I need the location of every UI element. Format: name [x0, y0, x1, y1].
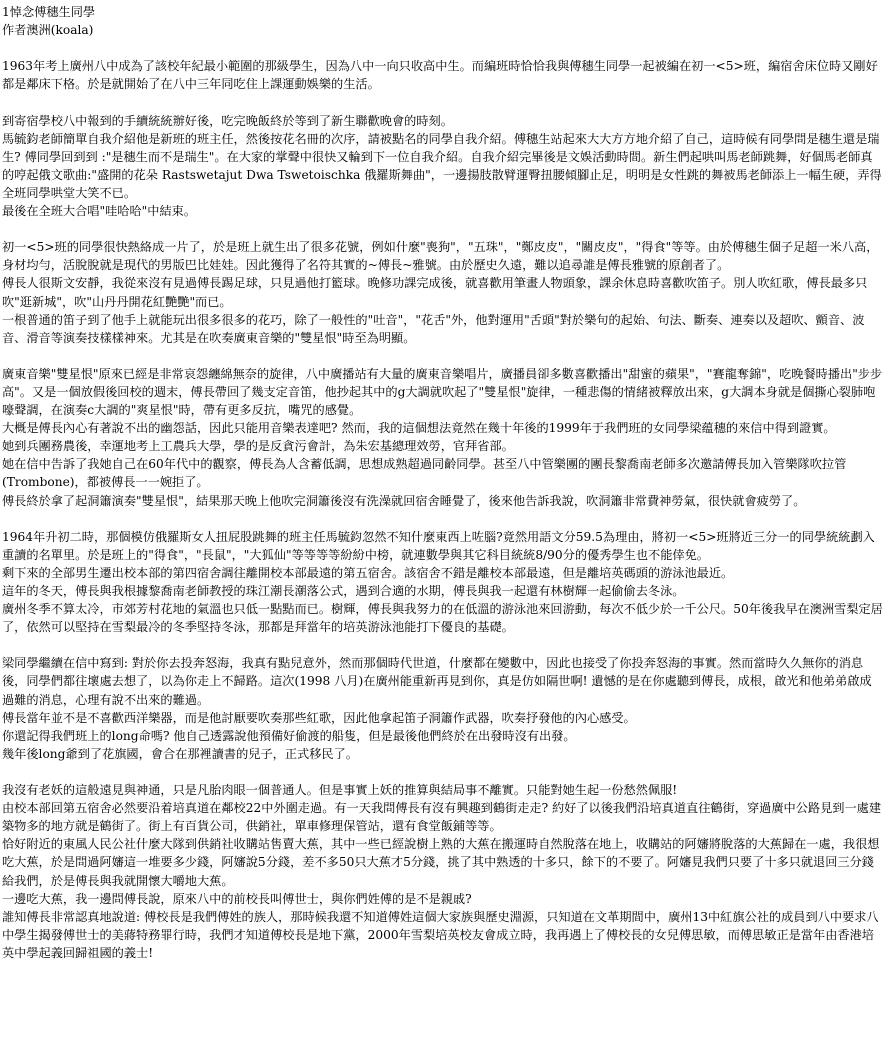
- paragraph-line: 你還記得我們班上的long命嗎? 他自己透露說他預備好偷渡的船隻，但是最後他們終於在出發時沒有出發。: [2, 728, 576, 743]
- paragraph-line: 大概是傅長內心有著說不出的幽怨話，因此只能用音樂表達吧? 然而，我的這個想法竟然在幾十年後的1999年于我們班的女同學梁蕴穗的來信中得到證實。: [2, 421, 836, 436]
- document-title: 1悼念傅穗生同學: [2, 5, 96, 19]
- paragraph-line: 最後在全班大合唱"哇哈哈"中結束。: [2, 204, 197, 219]
- paragraph-line: 初一<5>班的同學很快熱絡成一片了，於是班上就生出了很多花號，例如什麼"喪狗"，"五珠"，"鄭皮皮"，"關皮皮"，"得食"等等。由於傅穗生個子足超一米八高，身材均勻，活脫脫就是現代的男版巴比娃娃。因此獲得了名符其實的~傅長~雅號。由於歷史久遠，難以追尋誰是傅長雅號的原創者了。: [2, 240, 879, 273]
- paragraph-line: 1964年升初二時，那個模仿俄羅斯女人扭屁股跳舞的班主任馬毓鈞忽然不知什麼東西上咗腦?竟然用語文分59.5為理由，將初一<5>班將近三分一的同學統統劃入重讀的名單里。於是班上的"得食"，"長鼠"，"大狐仙"等等等等紛紛中榜，就連數學與其它科目統統8/90分的優秀學生也不能倖免。: [2, 529, 875, 562]
- paragraph: [2, 238, 883, 347]
- paragraph: [2, 112, 883, 221]
- document-body: [2, 57, 883, 962]
- document-author: 作者澳洲(koala): [2, 23, 94, 38]
- paragraph-line: 她到兵團務農後，幸運地考上工農兵大學，學的是反貪污會計，為朱宏基總理效勞，官拜省部。: [2, 439, 514, 454]
- paragraph-line: 馬毓鈞老師簡單自我介紹他是新班的班主任，然後按花名冊的次序，請被點名的同學自我介紹。傅穗生站起來大大方方地介紹了自己，這時候有同學問是穗生還是瑞生? 傅同學回到到 :"是穗生而不是瑞生"。在大家的掌聲中很快又輪到下一位自我介紹。自我介紹完畢後是文娛活動時間。新生們起哄叫馬老師跳舞，好個馬老師真的哼起俄文歌曲:"盛開的花朵 Rastswetajut Dwa Tswetoischka 俄羅斯舞曲"，一邊揚肢散臂運臀扭腰傾腳止足，明明是女性跳的舞被馬老師添上一幅生硬，弄得全班同學哄堂大笑不已。: [2, 131, 882, 200]
- paragraph: [2, 57, 883, 93]
- paragraph-line: 廣東音樂"雙星恨"原來已經是非常哀怨纏綿無奈的旋律，八中廣播站有大量的廣東音樂唱片，廣播員卻多數喜歡播出"甜蜜的蘋果"，"賽龍奪錦"，吃晚餐時播出"步步高"。又是一個放假後回校的週末，傅長帶回了幾支定音笛，他抄起其中的g大調就吹起了"雙星恨"旋律，一種悲傷的情緒被釋放出來，g大調本身就是個撕心裂肺咆嚎聲調，在演奏c大調的"爽星恨"時，帶有更多反抗，嘴咒的感覺。: [2, 366, 883, 418]
- paragraph-line: 傅長人很斯文安靜，我從來沒有見過傅長踢足球，只見過他打籃球。晚修功課完成後，就喜歡用筆畫人物頭象，課余休息時喜歡吹笛子。別人吹紅歌，傅長最多只吹"逛新城"，吹"山丹丹開花紅艷艷"而已。: [2, 276, 868, 309]
- paragraph-line: 梁同學繼續在信中寫到: 對於你去投奔怒海，我真有點兒意外，然而那個時代世道，什麼都在變數中，因此也接受了你投奔怒海的事實。然而當時久久無你的消息後，同學們都往壞處去想了，以為你走上不歸路。這次(1998 八月)在廣州能重新再見到你，真是仿如隔世啊! 遺憾的是在你處聽到傅長，成根，啟光和他弟弟啟成過難的消息，心理有說不出來的難過。: [2, 656, 872, 707]
- paragraph-line: 恰好附近的東風人民公社什麼大隊到供銷社收購站售賣大蕉，其中一些已經說樹上熟的大蕉在搬運時自然脫落在地上，收購站的阿嬸將脫落的大蕉歸在一處，我很想吃大蕉，於是問過阿嬸這一堆要多少錢，阿嬸說5分錢，差不多50只大蕉才5分錢，挑了其中熟透的十多只，餘下的不要了。阿嬸見我們只要了十多只就退回三分錢給我們，於是傅長與我就開懷大嚼地大蕉。: [2, 837, 880, 888]
- paragraph: [2, 654, 883, 763]
- paragraph-line: 幾年後long爺到了花旗國，會合在那裡讀書的兒子，正式移民了。: [2, 746, 358, 761]
- paragraph-line: 這年的冬天，傅長與我根據黎喬南老師教授的珠江潮長潮落公式，遇到合適的水期，傅長與我一起還有林樹輝一起偷偷去冬泳。: [2, 584, 685, 598]
- spacer: [2, 39, 883, 57]
- paragraph-line: 剩下來的全部男生遷出校本部的第四宿舍調往離開校本部最遠的第五宿舍。該宿舍不錯是離校本部最遠，但是離培英碼頭的游泳池最近。: [2, 565, 734, 580]
- paragraph-line: 誰知傅長非常認真地說道: 傅校長是我們傅姓的族人，那時候我還不知道傅姓這個大家族與歷史淵源，只知道在文革期間中，廣州13中紅旗公社的成員到八中要求八中學生揭發傅世士的美蔣特務罪行時，我們才知道傅校長是地下黨，2000年雪梨培英校友會成立時，我再遇上了傅校長的女兒傅思敏，而傅思敏正是當年由香港培英中學起義回歸祖國的義士!: [2, 909, 879, 960]
- paragraph-line: 1963年考上廣州八中成為了該校年紀最小範圍的那級學生，因為八中一向只收高中生。而編班時恰恰我與傅穗生同學一起被編在初一<5>班，編宿舍床位時又剛好都是鄰床下格。於是就開始了在八中三年同吃住上課運動娛樂的生活。: [2, 59, 878, 92]
- paragraph: [2, 528, 883, 637]
- paragraph-line: 廣州冬季不算太冷，市郊芳村花地的氣溫也只低一點點而已。樹輝，傅長與我努力的在低溫的游泳池來回游動，每次不低少於一千公尺。50年後我早在澳洲雪梨定居了，依然可以堅持在雪梨最冷的冬季堅持冬泳，那都是拜當年的培英游泳池能打下優良的基礎。: [2, 602, 883, 635]
- paragraph: [2, 365, 883, 510]
- paragraph-line: 到寄宿學校八中報到的手續統統辦好後，吃完晚飯終於等到了新生聯歡晚會的時刻。: [2, 113, 453, 128]
- paragraph-line: 由校本部回第五宿舍必然要沿着培真道在鄰校22中外圍走過。有一天我問傅長有沒有興趣到鶴街走走? 約好了以後我們沿培真道直往鶴街，穿過廣中公路見到一處建築物多的地方就是鶴街了。街上有百貨公司，供銷社，單車修理保管站，還有食堂飯鋪等等。: [2, 801, 882, 834]
- paragraph-line: 傅長當年並不是不喜歡西洋樂器，而是他討厭要吹奏那些紅歌，因此他拿起笛子洞簫作武器，吹奏抒發他的內心感受。: [2, 710, 636, 725]
- paragraph-line: 傅長終於拿了起洞簫演奏"雙星恨"，結果那天晚上他吹完洞簫後沒有洗澡就回宿舍睡覺了，後來他告訴我說，吹洞簫非常費神勞氣，很快就會疲勞了。: [2, 493, 806, 508]
- paragraph: [2, 781, 883, 962]
- paragraph-line: 我沒有老妖的這般遠見與神通，只是凡胎肉眼一個普通人。但是事實上妖的推算與結局事不離實。只能對她生起一份愁然佩服!: [2, 783, 678, 798]
- paragraph-line: 一根普通的笛子到了他手上就能玩出很多很多的花巧，除了一般性的"吐音"，"花舌"外，他對運用"舌頭"對於樂句的起始、句法、斷奏、連奏以及超吹、顫音、波音、滑音等演奏技樣樣神來。尤其是在吹奏廣東音樂的"雙星恨"時至為明顯。: [2, 312, 865, 345]
- paragraph-line: 一邊吃大蕉，我一邊問傅長說，原來八中的前校長叫傅世士，與你們姓傅的是不是親戚?: [2, 891, 472, 906]
- paragraph-line: 她在信中告訴了我她自己在60年代中的觀察，傅長為人含蓄低調，思想成熟超過同齡同學。甚至八中管樂團的團長黎喬南老師多次邀請傅長加入管樂隊吹拉管(Trombone)，都被傅長一一婉拒了。: [2, 457, 847, 490]
